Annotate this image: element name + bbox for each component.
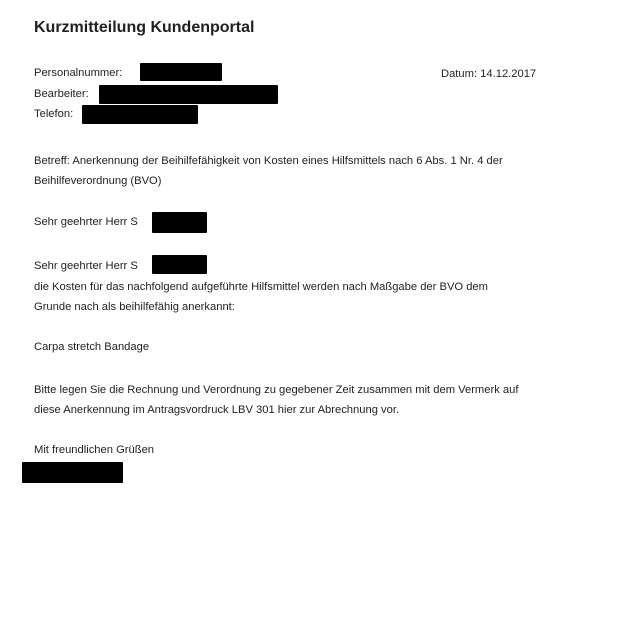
redacted-name-1 bbox=[152, 212, 207, 233]
subject-line-1: Betreff: Anerkennung der Beihilfefähigkeit von Kosten eines Hilfsmittels nach 6 Abs. 1 Nr. 4 der bbox=[34, 155, 503, 167]
clerk-label: Bearbeiter: bbox=[34, 88, 89, 100]
body-line-2: Grunde nach als beihilfefähig anerkannt: bbox=[34, 301, 235, 313]
redacted-phone bbox=[82, 105, 198, 124]
closing: Mit freundlichen Grüßen bbox=[34, 444, 155, 456]
instruction-line-1: Bitte legen Sie die Rechnung und Verordnung zu gegebener Zeit zusammen mit dem Vermerk auf bbox=[34, 384, 519, 396]
salutation-2: Sehr geehrter Herr S bbox=[34, 260, 138, 272]
redacted-personnel-number bbox=[140, 63, 222, 81]
date-label: Datum: 14.12.2017 bbox=[441, 68, 537, 80]
instruction-line-2: diese Anerkennung im Antragsvordruck LBV 301 hier zur Abrechnung vor. bbox=[34, 404, 400, 416]
body-line-1: die Kosten für das nachfolgend aufgeführte Hilfsmittel werden nach Maßgabe der BVO dem bbox=[34, 281, 488, 293]
document-title: Kurzmitteilung Kundenportal bbox=[34, 19, 255, 36]
subject-line-2: Beihilfeverordnung (BVO) bbox=[34, 175, 162, 187]
redacted-name-2 bbox=[152, 255, 207, 274]
salutation-1: Sehr geehrter Herr S bbox=[34, 216, 138, 228]
redacted-signature bbox=[22, 462, 123, 483]
redacted-clerk-name bbox=[99, 85, 278, 104]
phone-label: Telefon: bbox=[34, 108, 74, 120]
personnel-number-label: Personalnummer: bbox=[34, 67, 123, 79]
aid-item: Carpa stretch Bandage bbox=[34, 341, 150, 353]
